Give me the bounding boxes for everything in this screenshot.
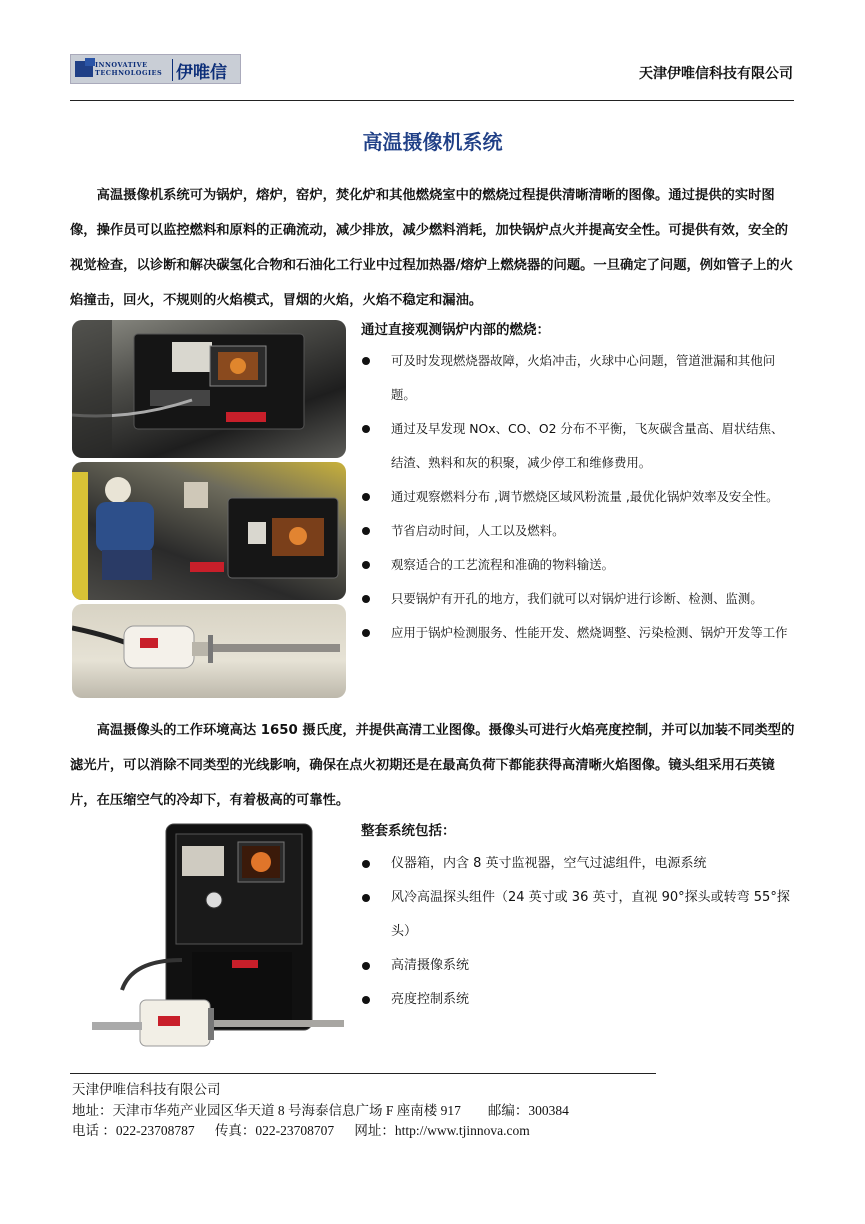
- header-company-name: 天津伊唯信科技有限公司: [639, 66, 793, 82]
- bullet-icon: [362, 595, 370, 603]
- list-item-text: 应用于锅炉检测服务、性能开发、燃烧调整、污染检测、锅炉开发等工作: [391, 625, 788, 640]
- list-item: [361, 847, 795, 881]
- list-item-text: 风冷高温探头组件（24 英寸或 36 英寸，直视 90°探头或转弯 55°探头）: [391, 890, 790, 939]
- bullet-icon: [362, 894, 370, 902]
- list-item: [361, 616, 795, 650]
- list-item-text: 高清摄像系统: [391, 958, 470, 973]
- footer-contact: 电话 ：022-23708787 传真：022-23708707 网址：http://www.tjinnova.com: [72, 1123, 530, 1138]
- bullet-icon: [362, 357, 370, 365]
- logo-mark-accent-icon: [85, 58, 95, 66]
- complete-system-photo: [92, 820, 348, 1068]
- logo-en-line1: INNOVATIVE: [95, 61, 148, 69]
- list-item: [361, 881, 795, 949]
- logo-en-line2: TECHNOLOGIES: [95, 69, 163, 77]
- probe-illustration: [72, 604, 346, 698]
- list-item: [361, 514, 795, 548]
- operator-illustration: [72, 462, 346, 600]
- list-item-text: 通过及早发现 NOx、CO、O2 分布不平衡，飞灰碳含量高、眉状结焦、结渣、熟料和灰的积聚，减少停工和维修费用。: [391, 421, 784, 470]
- intro-paragraph: 高温摄像机系统可为锅炉，熔炉，窑炉，焚化炉和其他燃烧室中的燃烧过程提供清晰清晰的图像。通过提供的实时图像，操作员可以监控燃料和原料的正确流动，减少排放，减少燃料消耗，加快锅炉点火并提高安全性。可提供有效，安全的视觉检查，以诊断和解决碳氢化合物和石油化工行业中过程加热器/熔炉上燃烧器的问题。一旦确定了问题，例如管子上的火焰撞击，回火，不规则的火焰模式，冒烟的火焰，火焰不稳定和漏油。: [70, 188, 793, 308]
- bullet-icon: [362, 425, 370, 433]
- camera-case-illustration: [72, 320, 346, 458]
- list-item: [361, 582, 795, 616]
- bullet-icon: [362, 860, 370, 868]
- list-item: [361, 412, 795, 480]
- camera-specs-paragraph: 高温摄像头的工作环境高达 1650 摄氏度，并提供高清工业图像。摄像头可进行火焰亮度控制，并可以加装不同类型的滤光片，可以消除不同类型的光线影响，确保在点火初期还是在最高负荷下都能获得高清晰火焰图像。镜头组采用石英镜片，在压缩空气的冷却下，有着极高的可靠性。: [70, 723, 795, 808]
- section-heading-system-contents: 整套系统包括：: [361, 823, 456, 839]
- logo-chinese-text: 伊唯信: [176, 63, 227, 83]
- list-item-text: 只要锅炉有开孔的地方，我们就可以对锅炉进行诊断、检测、监测。: [391, 591, 763, 606]
- footer-divider: [70, 1073, 656, 1074]
- list-item: [361, 548, 795, 582]
- list-item: [361, 949, 795, 983]
- section-heading-observation: 通过直接观测锅炉内部的燃烧：: [361, 322, 550, 338]
- footer-address: 地址：天津市华苑产业园区华天道 8 号海泰信息广场 F 座南楼 917 邮编：300384: [72, 1103, 569, 1118]
- complete-system-illustration: [92, 820, 348, 1068]
- camera-probe-photo: [72, 604, 346, 698]
- system-contents-list: [361, 847, 795, 1017]
- list-item-text: 仪器箱，内含 8 英寸监视器，空气过滤组件，电源系统: [391, 856, 707, 871]
- bullet-icon: [362, 561, 370, 569]
- header-divider: [70, 100, 794, 101]
- list-item-text: 通过观察燃料分布 ,调节燃烧区域风粉流量 ,最优化锅炉效率及安全性。: [391, 489, 779, 504]
- list-item: [361, 983, 795, 1017]
- logo-english-text: [95, 61, 162, 77]
- bullet-icon: [362, 493, 370, 501]
- list-item-text: 观察适合的工艺流程和准确的物料输送。: [391, 557, 615, 572]
- list-item-text: 亮度控制系统: [391, 992, 470, 1007]
- list-item-text: 可及时发现燃烧器故障，火焰冲击，火球中心问题，管道泄漏和其他问题。: [391, 353, 776, 402]
- bullet-icon: [362, 527, 370, 535]
- observation-benefits-list: [361, 344, 795, 650]
- list-item-text: 节省启动时间，人工以及燃料。: [391, 523, 565, 538]
- field-operator-photo: [72, 462, 346, 600]
- list-item: [361, 344, 795, 412]
- bullet-icon: [362, 962, 370, 970]
- bullet-icon: [362, 996, 370, 1004]
- bullet-icon: [362, 629, 370, 637]
- camera-case-photo: [72, 320, 346, 458]
- page-title: 高温摄像机系统: [362, 130, 503, 154]
- list-item: [361, 480, 795, 514]
- logo-divider: [172, 59, 173, 81]
- footer-company-name: 天津伊唯信科技有限公司: [72, 1082, 221, 1097]
- company-logo: [70, 54, 241, 84]
